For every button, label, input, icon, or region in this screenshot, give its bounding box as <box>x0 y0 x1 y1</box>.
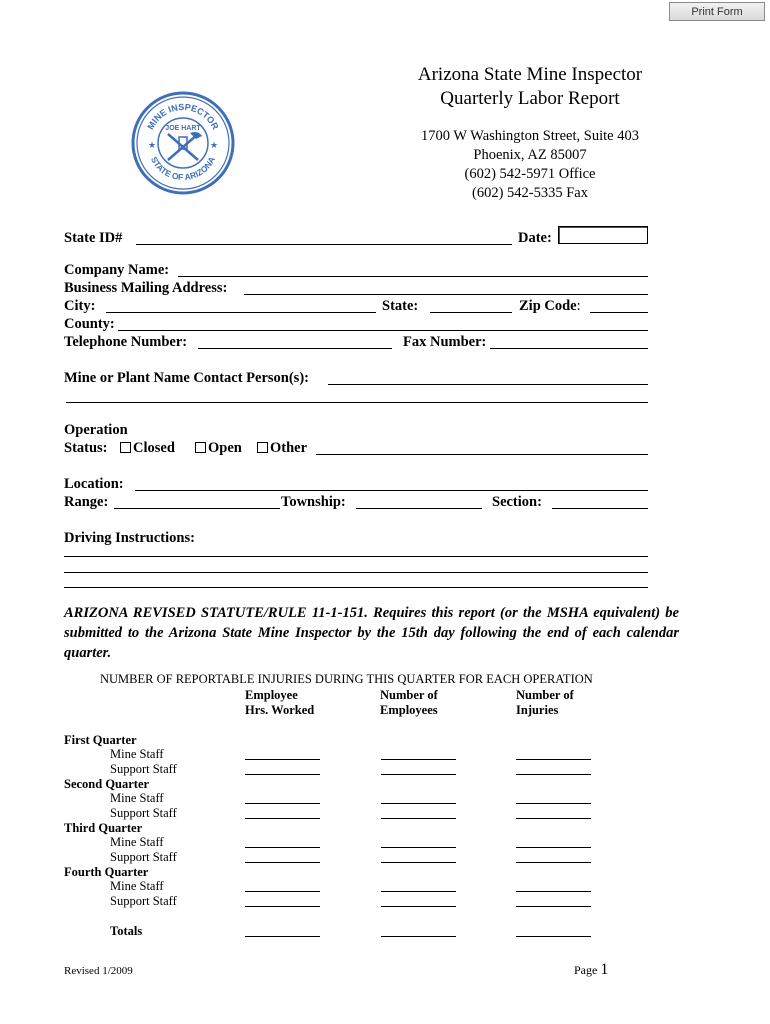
status-closed-option[interactable]: Closed <box>120 440 175 457</box>
row-label: Mine Staff <box>110 747 164 761</box>
state-seal-logo <box>130 90 236 196</box>
col-num-employees: Number of Employees <box>380 688 438 717</box>
table-cell-input[interactable] <box>381 847 456 848</box>
table-cell-input[interactable] <box>516 906 591 907</box>
address-line: (602) 542-5971 Office <box>464 166 596 182</box>
state-label: State: <box>382 298 419 314</box>
page-number: Page 1 <box>574 961 609 978</box>
driving-field-line1[interactable] <box>64 556 648 557</box>
table-cell-input[interactable] <box>381 891 456 892</box>
zip-field[interactable] <box>590 312 648 313</box>
address-line: (602) 542-5335 Fax <box>472 185 588 201</box>
date-input[interactable] <box>558 226 648 244</box>
table-cell-input[interactable] <box>245 862 320 863</box>
telephone-field[interactable] <box>198 348 392 349</box>
city-field[interactable] <box>106 312 376 313</box>
table-cell-input[interactable] <box>245 818 320 819</box>
driving-field-line3[interactable] <box>64 587 648 588</box>
svg-text:JOE HART: JOE HART <box>165 125 201 132</box>
statute-notice: ARIZONA REVISED STATUTE/RULE 11-1-151. Requires this report (or the MSHA equivalent) be submitted to the Arizona State Mine Inspector by the 15th day following the end of each calendar quarter. <box>64 605 679 661</box>
contact-field[interactable] <box>328 384 648 385</box>
injuries-table-heading: NUMBER OF REPORTABLE INJURIES DURING THIS QUARTER FOR EACH OPERATION <box>100 672 593 686</box>
fax-field[interactable] <box>490 348 648 349</box>
table-cell-input[interactable] <box>516 862 591 863</box>
closed-checkbox[interactable] <box>120 442 131 453</box>
col-num-injuries: Number of Injuries <box>516 688 574 717</box>
driving-label: Driving Instructions: <box>64 530 195 546</box>
col-employee-hrs: Employee Hrs. Worked <box>245 688 315 717</box>
other-checkbox[interactable] <box>257 442 268 453</box>
svg-text:STATE OF ARIZONA: STATE OF ARIZONA <box>148 154 218 183</box>
table-cell-input[interactable] <box>516 803 591 804</box>
table-cell-input[interactable] <box>245 759 320 760</box>
company-name-field[interactable] <box>178 276 648 277</box>
county-label: County: <box>64 316 115 332</box>
row-label: Mine Staff <box>110 835 164 849</box>
row-label: Support Staff <box>110 894 177 908</box>
table-cell-input[interactable] <box>381 774 456 775</box>
city-label: City: <box>64 298 96 314</box>
table-cell-input[interactable] <box>516 774 591 775</box>
status-label: Status: <box>64 440 108 456</box>
first-quarter-label: First Quarter <box>64 733 137 747</box>
zip-label: Zip Code: <box>519 298 581 314</box>
mailing-address-field[interactable] <box>244 294 648 295</box>
contact-label: Mine or Plant Name Contact Person(s): <box>64 370 309 386</box>
svg-text:★: ★ <box>147 140 157 150</box>
county-field[interactable] <box>118 330 648 331</box>
status-other-option[interactable]: Other <box>257 440 307 457</box>
row-label: Mine Staff <box>110 879 164 893</box>
location-field[interactable] <box>135 490 648 491</box>
driving-field-line2[interactable] <box>64 572 648 573</box>
table-cell-input[interactable] <box>381 862 456 863</box>
table-cell-input[interactable] <box>381 818 456 819</box>
location-label: Location: <box>64 476 124 492</box>
state-field[interactable] <box>430 312 512 313</box>
contact-field-line2[interactable] <box>66 402 648 403</box>
table-cell-input[interactable] <box>381 936 456 937</box>
mailing-address-label: Business Mailing Address: <box>64 280 228 296</box>
telephone-label: Telephone Number: <box>64 334 188 350</box>
township-field[interactable] <box>356 508 482 509</box>
table-cell-input[interactable] <box>245 891 320 892</box>
form-title: Arizona State Mine Inspector <box>417 64 643 85</box>
table-cell-input[interactable] <box>245 774 320 775</box>
operation-label: Operation <box>64 422 128 438</box>
row-label: Mine Staff <box>110 791 164 805</box>
table-cell-input[interactable] <box>516 891 591 892</box>
totals-label: Totals <box>110 924 143 938</box>
address-line: Phoenix, AZ 85007 <box>473 147 587 163</box>
open-checkbox[interactable] <box>195 442 206 453</box>
table-cell-input[interactable] <box>516 847 591 848</box>
table-cell-input[interactable] <box>245 906 320 907</box>
table-cell-input[interactable] <box>516 936 591 937</box>
form-subtitle: Quarterly Labor Report <box>440 88 620 109</box>
table-cell-input[interactable] <box>381 906 456 907</box>
township-label: Township: <box>281 494 346 510</box>
range-label: Range: <box>64 494 109 510</box>
revision-note: Revised 1/2009 <box>64 965 133 977</box>
table-cell-input[interactable] <box>245 936 320 937</box>
status-open-option[interactable]: Open <box>195 440 242 457</box>
svg-text:MINE INSPECTOR: MINE INSPECTOR <box>145 101 221 132</box>
print-form-button[interactable]: Print Form <box>669 2 765 21</box>
row-label: Support Staff <box>110 806 177 820</box>
date-label: Date: <box>518 230 552 246</box>
third-quarter-label: Third Quarter <box>64 821 143 835</box>
table-cell-input[interactable] <box>516 818 591 819</box>
table-cell-input[interactable] <box>381 759 456 760</box>
row-label: Support Staff <box>110 762 177 776</box>
table-cell-input[interactable] <box>245 847 320 848</box>
range-field[interactable] <box>114 508 280 509</box>
table-cell-input[interactable] <box>516 759 591 760</box>
row-label: Support Staff <box>110 850 177 864</box>
section-label: Section: <box>492 494 542 510</box>
section-field[interactable] <box>552 508 648 509</box>
table-cell-input[interactable] <box>245 803 320 804</box>
table-cell-input[interactable] <box>381 803 456 804</box>
other-field[interactable] <box>316 454 648 455</box>
address-line: 1700 W Washington Street, Suite 403 <box>421 128 639 144</box>
state-id-label: State ID# <box>64 230 123 246</box>
company-name-label: Company Name: <box>64 262 170 278</box>
state-id-field[interactable] <box>136 244 512 245</box>
fax-label: Fax Number: <box>403 334 487 350</box>
svg-text:★: ★ <box>209 140 219 150</box>
fourth-quarter-label: Fourth Quarter <box>64 865 149 879</box>
second-quarter-label: Second Quarter <box>64 777 150 791</box>
